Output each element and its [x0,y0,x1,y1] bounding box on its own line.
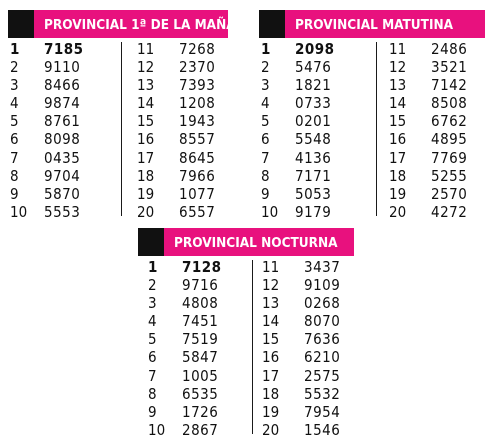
result-number: 9179 [295,202,332,221]
result-position: 1 [148,258,158,276]
result-row [148,258,248,276]
result-position: 7 [10,148,19,167]
result-row [389,58,489,76]
result-number: 6210 [304,348,341,367]
result-number: 1546 [304,420,341,439]
results-column-1-10 [10,40,110,221]
result-number: 7519 [182,330,219,349]
result-position: 4 [148,312,157,331]
result-row [389,76,489,94]
result-row [389,94,489,112]
result-position: 1 [261,40,271,58]
result-row [10,40,110,58]
result-position: 8 [261,166,270,185]
result-row [261,167,361,185]
result-row [137,167,237,185]
result-number: 7966 [179,166,216,185]
result-position: 17 [389,148,407,167]
result-number: 7185 [44,40,84,58]
result-number: 1726 [182,402,219,421]
result-number: 2098 [295,40,335,58]
column-divider [121,42,122,216]
result-row [137,203,237,221]
result-number: 8761 [44,112,81,131]
result-number: 9109 [304,276,341,295]
result-number: 7636 [304,330,341,349]
result-number: 1077 [179,184,216,203]
result-position: 15 [137,112,155,131]
result-number: 7451 [182,312,219,331]
result-position: 14 [137,94,155,113]
result-position: 20 [137,202,155,221]
result-row [148,403,248,421]
result-row [148,276,248,294]
result-position: 4 [261,94,270,113]
result-position: 14 [262,312,280,331]
result-position: 16 [137,130,155,149]
result-position: 9 [261,184,270,203]
result-number: 6762 [431,112,468,131]
result-position: 18 [262,384,280,403]
result-number: 2575 [304,366,341,385]
result-row [262,276,362,294]
result-number: 8645 [179,148,216,167]
result-number: 5476 [295,58,332,77]
result-number: 2486 [431,40,468,58]
result-position: 12 [137,58,155,77]
result-row [389,40,489,58]
result-row [389,167,489,185]
result-number: 8466 [44,76,81,95]
result-row [148,330,248,348]
result-row [148,367,248,385]
result-row [261,112,361,130]
result-position: 14 [389,94,407,113]
result-number: 7954 [304,402,341,421]
results-panel-manana [8,10,256,221]
result-position: 3 [148,294,157,313]
result-row [10,94,110,112]
result-row [389,203,489,221]
result-row [261,40,361,58]
result-number: 0435 [44,148,81,167]
result-position: 13 [262,294,280,313]
result-row [137,76,237,94]
result-number: 7769 [431,148,468,167]
result-row [10,112,110,130]
result-row [389,149,489,167]
result-position: 8 [148,384,157,403]
result-position: 17 [262,366,280,385]
result-position: 3 [10,76,19,95]
result-position: 2 [261,58,270,77]
panel-title: PROVINCIAL NOCTURNA [164,228,354,256]
result-row [261,130,361,148]
result-position: 11 [137,40,155,58]
result-position: 2 [148,276,157,295]
result-number: 4808 [182,294,219,313]
result-number: 9704 [44,166,81,185]
result-number: 0201 [295,112,332,131]
result-row [137,130,237,148]
result-position: 1 [10,40,20,58]
result-row [262,385,362,403]
result-position: 11 [389,40,407,58]
result-position: 19 [262,402,280,421]
result-position: 5 [148,330,157,349]
result-number: 2867 [182,420,219,439]
result-row [148,312,248,330]
result-position: 9 [10,184,19,203]
result-number: 5053 [295,184,332,203]
result-number: 6535 [182,384,219,403]
result-position: 10 [10,202,28,221]
result-number: 8557 [179,130,216,149]
result-position: 9 [148,402,157,421]
result-row [10,167,110,185]
results-panel-nocturna [138,228,368,439]
result-number: 8098 [44,130,81,149]
result-number: 7128 [182,258,222,276]
result-number: 1208 [179,94,216,113]
result-row [262,330,362,348]
result-row [262,258,362,276]
result-position: 3 [261,76,270,95]
result-position: 15 [389,112,407,131]
result-number: 9110 [44,58,81,77]
result-number: 4136 [295,148,332,167]
result-position: 16 [262,348,280,367]
result-position: 13 [137,76,155,95]
result-number: 3437 [304,258,341,276]
result-row [389,130,489,148]
result-row [148,348,248,366]
result-position: 4 [10,94,19,113]
result-number: 2570 [431,184,468,203]
result-row [137,94,237,112]
result-number: 6557 [179,202,216,221]
results-column-11-20 [137,40,237,221]
result-row [261,76,361,94]
result-row [148,385,248,403]
result-row [261,58,361,76]
result-position: 7 [261,148,270,167]
result-position: 15 [262,330,280,349]
result-position: 7 [148,366,157,385]
results-column-1-10 [261,40,361,221]
results-panel-matutina [259,10,489,221]
result-position: 8 [10,166,19,185]
result-position: 17 [137,148,155,167]
result-position: 12 [262,276,280,295]
result-row [10,149,110,167]
result-number: 8508 [431,94,468,113]
result-position: 16 [389,130,407,149]
result-position: 10 [148,420,166,439]
result-number: 7142 [431,76,468,95]
result-row [261,185,361,203]
result-position: 20 [262,420,280,439]
result-row [10,130,110,148]
result-number: 0733 [295,94,332,113]
result-row [10,76,110,94]
results-column-11-20 [389,40,489,221]
result-number: 4272 [431,202,468,221]
result-position: 13 [389,76,407,95]
result-row [137,185,237,203]
result-row [137,58,237,76]
result-row [262,403,362,421]
result-position: 12 [389,58,407,77]
result-position: 6 [261,130,270,149]
results-column-1-10 [148,258,248,439]
result-position: 18 [137,166,155,185]
result-position: 6 [148,348,157,367]
result-number: 5532 [304,384,341,403]
result-row [137,149,237,167]
result-position: 10 [261,202,279,221]
result-row [261,149,361,167]
panel-title: PROVINCIAL MATUTINA [285,10,485,38]
column-divider [252,260,253,434]
result-position: 6 [10,130,19,149]
result-number: 7393 [179,76,216,95]
result-number: 5847 [182,348,219,367]
result-number: 2370 [179,58,216,77]
result-row [137,40,237,58]
result-number: 4895 [431,130,468,149]
result-number: 1943 [179,112,216,131]
result-number: 8070 [304,312,341,331]
result-row [10,185,110,203]
result-row [261,203,361,221]
result-number: 5255 [431,166,468,185]
result-position: 2 [10,58,19,77]
result-position: 19 [389,184,407,203]
result-number: 1005 [182,366,219,385]
result-row [10,203,110,221]
result-number: 3521 [431,58,468,77]
result-row [262,348,362,366]
results-column-11-20 [262,258,362,439]
result-row [262,367,362,385]
column-divider [376,42,377,216]
result-number: 9716 [182,276,219,295]
result-row [262,294,362,312]
result-row [262,312,362,330]
result-row [261,94,361,112]
result-row [10,58,110,76]
result-row [389,112,489,130]
result-number: 0268 [304,294,341,313]
result-position: 5 [10,112,19,131]
result-number: 7171 [295,166,332,185]
result-position: 5 [261,112,270,131]
result-position: 19 [137,184,155,203]
result-number: 7268 [179,40,216,58]
result-number: 9874 [44,94,81,113]
result-number: 5870 [44,184,81,203]
result-position: 20 [389,202,407,221]
panel-title: PROVINCIAL 1ª DE LA MAÑANA [34,10,228,38]
result-number: 5548 [295,130,332,149]
result-number: 1821 [295,76,332,95]
result-row [137,112,237,130]
result-row [148,294,248,312]
result-position: 18 [389,166,407,185]
result-row [389,185,489,203]
result-position: 11 [262,258,280,276]
result-number: 5553 [44,202,81,221]
